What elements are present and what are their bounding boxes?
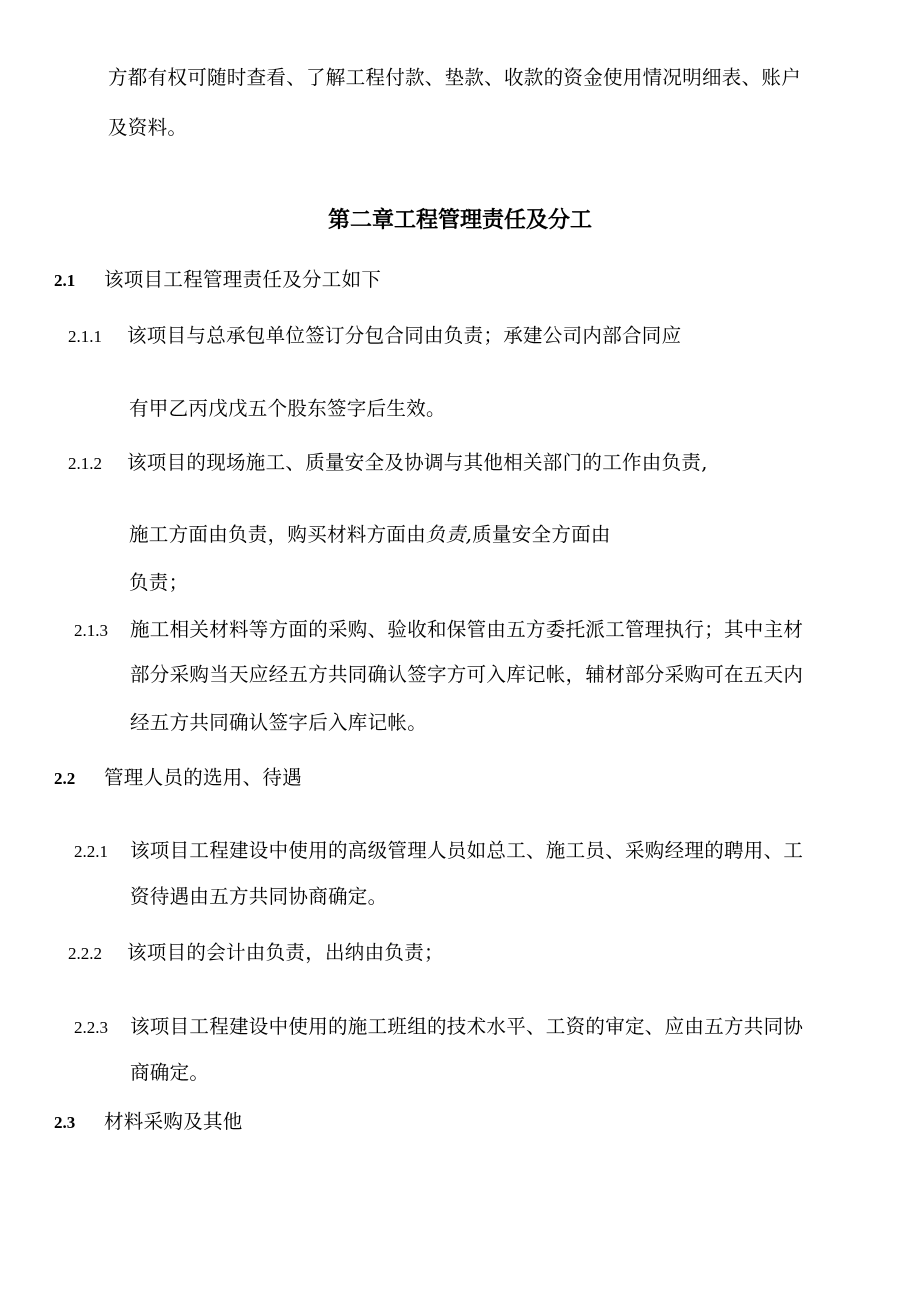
clause-2-1-2-line-3: 负责；	[129, 571, 189, 594]
section-title-2-3: 材料采购及其他	[104, 1110, 243, 1133]
clause-2-1-3-line-2: 部分采购当天应经五方共同确认签字方可入库记帐，辅材部分采购可在五天内	[130, 663, 804, 686]
intro-line-1: 方都有权可随时查看、了解工程付款、垫款、收款的资金使用情况明细表、账户	[108, 66, 802, 89]
section-title-2-1: 该项目工程管理责任及分工如下	[104, 268, 382, 291]
clause-number-2-2-1: 2.2.1	[74, 842, 108, 861]
clause-2-1-3-line-3: 经五方共同确认签字后入库记帐。	[130, 711, 428, 734]
clause-2-1-2-line-2-italic: 负责,	[426, 523, 473, 546]
chapter-title: 第二章工程管理责任及分工	[327, 208, 592, 233]
clause-2-2-2-line-1: 该项目的会计由负责，出纳由负责；	[127, 941, 444, 964]
section-title-2-2: 管理人员的选用、待遇	[104, 766, 303, 789]
clause-number-2-1-1: 2.1.1	[68, 327, 102, 346]
section-number-2-1: 2.1	[54, 271, 76, 290]
clause-2-1-1-line-1: 该项目与总承包单位签订分包合同由负责；承建公司内部合同应	[127, 324, 682, 347]
clause-2-1-1-line-2: 有甲乙丙戊戊五个股东签字后生效。	[129, 397, 446, 420]
intro-line-2: 及资料。	[108, 116, 188, 139]
section-number-2-3: 2.3	[54, 1113, 76, 1132]
clause-2-1-2-line-2-part-b: 质量安全方面由	[472, 523, 611, 546]
clause-2-1-2-line-1: 该项目的现场施工、质量安全及协调与其他相关部门的工作由负责,	[127, 451, 708, 474]
clause-number-2-2-2: 2.2.2	[68, 944, 102, 963]
clause-2-2-1-line-1: 该项目工程建设中使用的高级管理人员如总工、施工员、采购经理的聘用、工	[130, 839, 804, 862]
clause-2-2-1-line-2: 资待遇由五方共同协商确定。	[130, 885, 388, 908]
clause-number-2-1-2: 2.1.2	[68, 454, 102, 473]
clause-2-2-3-line-2: 商确定。	[130, 1061, 210, 1084]
clause-number-2-2-3: 2.2.3	[74, 1018, 108, 1037]
clause-2-1-2-line-2	[129, 522, 611, 548]
clause-2-1-2-line-2-part-a: 施工方面由负责，购买材料方面由	[129, 523, 427, 546]
clause-number-2-1-3: 2.1.3	[74, 621, 108, 640]
section-number-2-2: 2.2	[54, 769, 76, 788]
clause-2-2-3-line-1: 该项目工程建设中使用的施工班组的技术水平、工资的审定、应由五方共同协	[130, 1015, 804, 1038]
clause-2-1-3-line-1: 施工相关材料等方面的采购、验收和保管由五方委托派工管理执行；其中主材	[130, 618, 804, 641]
